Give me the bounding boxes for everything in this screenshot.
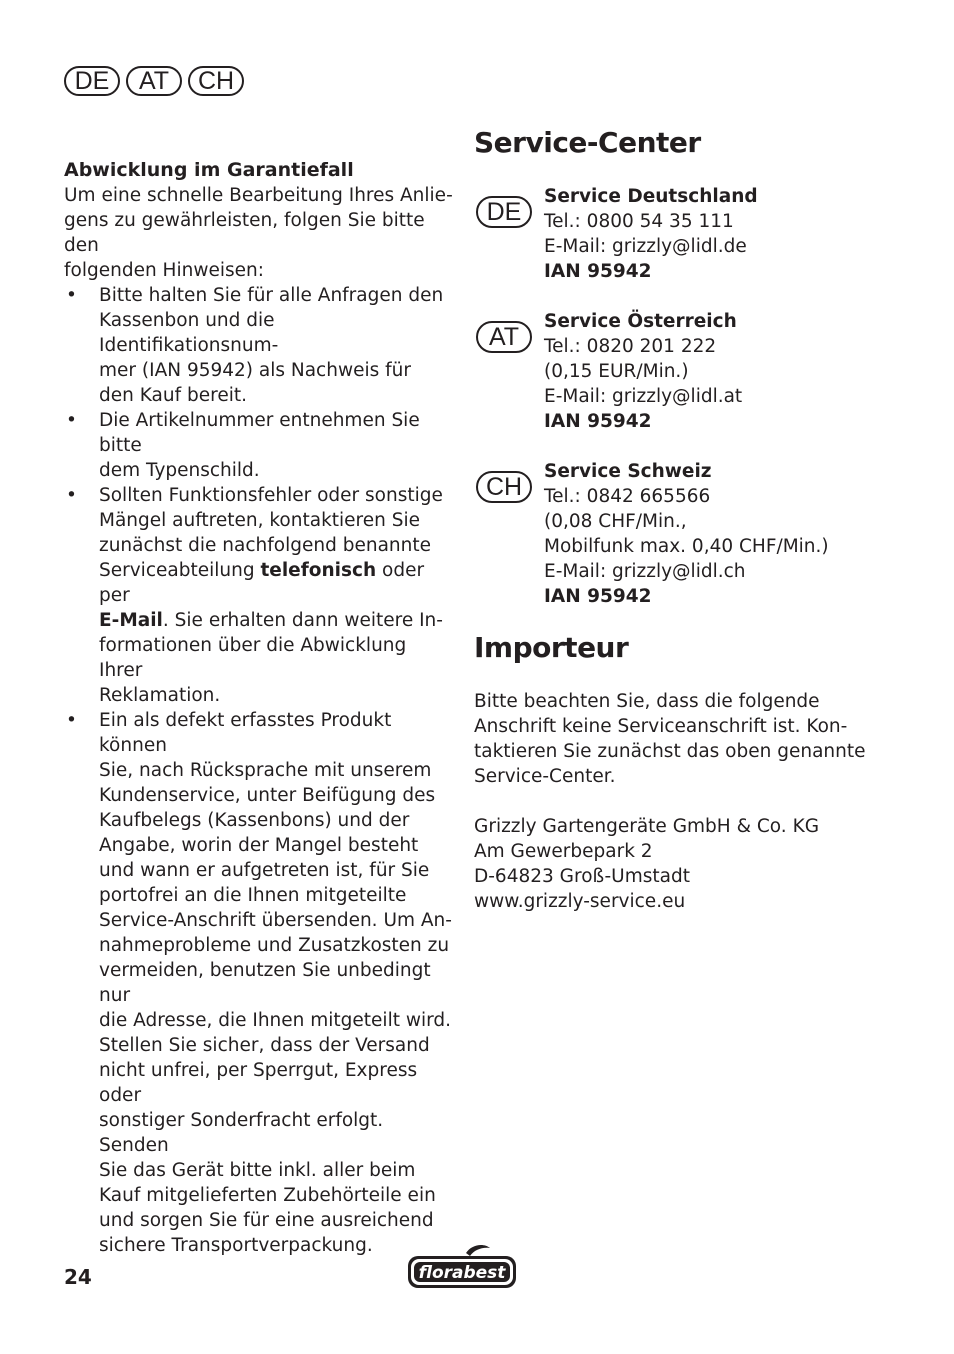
bullet-icon: • (66, 410, 77, 431)
website-link[interactable]: www.grizzly-service.eu (474, 891, 686, 912)
lang-badge-ch: CH (188, 66, 244, 96)
service-title: Service Deutschland (544, 186, 758, 207)
importeur-heading: Importeur (474, 631, 629, 664)
ian-number: IAN 95942 (544, 411, 652, 432)
warranty-section (64, 158, 454, 1258)
bullet-icon: • (66, 485, 77, 506)
list-item: • Bitte halten Sie für alle Anfragen den Kassenbon und die Identifikationsnum- mer (IAN 95942) als Nachweis für den Kauf bereit. (66, 285, 444, 406)
lang-badge-at: AT (126, 66, 182, 96)
list-item: • Sollten Funktionsfehler oder sonstige Mängel auftreten, kontaktieren Sie zunächst die nachfolgend benannte Serviceabteilung telefonisch oder per E-Mail. Sie erhalten dann weitere In- formationen über die Abwicklung Ihrer Reklamation. (66, 485, 443, 706)
bullet-icon: • (66, 285, 77, 306)
service-entry-de: DE Service Deutschland Tel.: 0800 54 35 111 E-Mail: grizzly@lidl.de IAN 95942 (474, 184, 894, 284)
warranty-intro: Um eine schnelle Bearbeitung Ihres Anlie- gens zu gewährleisten, folgen Sie bitte den folgenden Hinweisen: (64, 185, 453, 281)
ian-number: IAN 95942 (544, 586, 652, 607)
page-number: 24 (64, 1265, 92, 1289)
bullet-icon: • (66, 710, 77, 731)
ian-number: IAN 95942 (544, 261, 652, 282)
importeur-notice: Bitte beachten Sie, dass die folgende Anschrift keine Serviceanschrift ist. Kon- taktieren Sie zunächst das oben genannte Service-Center. (474, 691, 866, 787)
list-item: • Die Artikelnummer entnehmen Sie bitte dem Typenschild. (66, 410, 420, 481)
emphasis-email: E-Mail (99, 610, 163, 631)
list-item: • Ein als defekt erfasstes Produkt können Sie, nach Rücksprache mit unserem Kundenservice, unter Beifügung des Kaufbelegs (Kassenbons) und der Angabe, worin der Mangel besteht und wann er aufgetreten ist, für Sie portofrei an die Ihnen mitgeteilte Service-Anschrift übersenden. Um An- nahmeprobleme und Zusatzkosten zu vermeiden, benutzen Sie unbedingt nur die Adresse, die Ihnen mitgeteilt wird. Stellen Sie sicher, dass der Versand nicht unfrei, per Sperrgut, Express oder sonstiger Sonderfracht erfolgt. Senden Sie das Gerät bitte inkl. aller beim Kauf mitgelieferten Zubehörteile ein und sorgen Sie für eine ausreichend sichere Transportverpackung. (66, 710, 452, 1256)
country-badge-ch: CH (476, 471, 532, 503)
language-badges (64, 66, 250, 96)
service-center-heading: Service-Center (474, 126, 701, 159)
logo-text: florabest (418, 1263, 506, 1283)
service-entry-at: AT Service Österreich Tel.: 0820 201 222 (0,15 EUR/Min.) E-Mail: grizzly@lidl.at IAN 95942 (474, 309, 894, 434)
lang-badge-de: DE (64, 66, 120, 96)
importeur-address: Grizzly Gartengeräte GmbH & Co. KG Am Gewerbepark 2 D-64823 Groß-Umstadt www.grizzly-service.eu (474, 816, 820, 912)
service-entry-ch: CH Service Schweiz Tel.: 0842 665566 (0,08 CHF/Min., Mobilfunk max. 0,40 CHF/Min.) E-Mail: grizzly@lidl.ch IAN 95942 (474, 459, 894, 609)
service-title: Service Österreich (544, 311, 737, 332)
warranty-heading: Abwicklung im Garantiefall (64, 159, 354, 181)
emphasis-telefonisch: telefonisch (260, 560, 377, 581)
service-section (474, 126, 894, 914)
warranty-bullet-list (64, 283, 454, 1258)
country-badge-de: DE (476, 196, 532, 228)
service-title: Service Schweiz (544, 461, 712, 482)
country-badge-at: AT (476, 321, 532, 353)
florabest-logo (406, 1244, 518, 1290)
